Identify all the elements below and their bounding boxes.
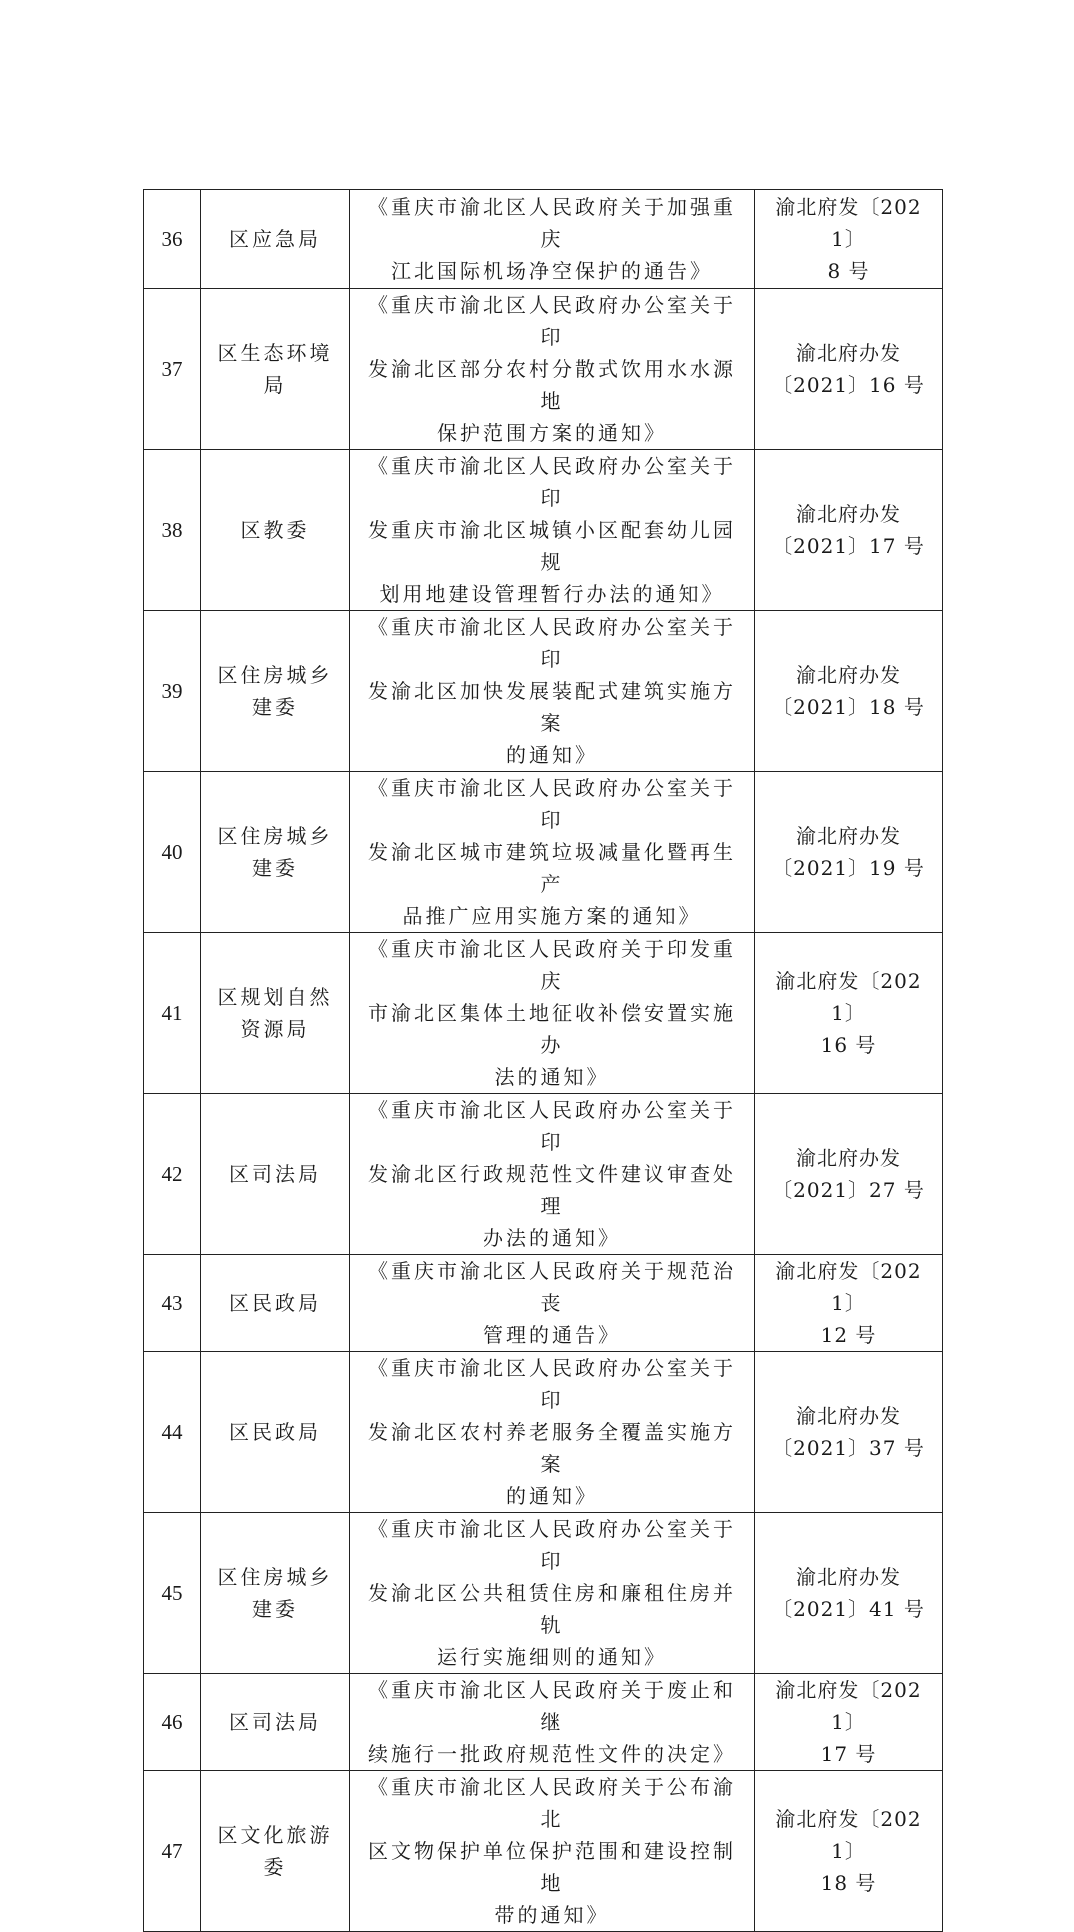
row-number: 43 <box>144 1255 201 1352</box>
row-number: 36 <box>144 190 201 289</box>
document-code-cell: 渝北府发〔2021〕 12 号 <box>755 1255 943 1352</box>
document-code-cell: 渝北府办发 〔2021〕18 号 <box>755 611 943 772</box>
department-cell: 区司法局 <box>201 1094 350 1255</box>
row-number: 40 <box>144 772 201 933</box>
document-title-cell: 《重庆市渝北区人民政府办公室关于印 发渝北区公共租赁住房和廉租住房并轨 运行实施细则的通知》 <box>350 1513 755 1674</box>
row-number: 38 <box>144 450 201 611</box>
document-title-cell: 《重庆市渝北区人民政府办公室关于印 发渝北区加快发展装配式建筑实施方案 的通知》 <box>350 611 755 772</box>
department-cell: 区司法局 <box>201 1674 350 1771</box>
document-title-cell: 《重庆市渝北区人民政府办公室关于印 发重庆市渝北区城镇小区配套幼儿园规 划用地建设管理暂行办法的通知》 <box>350 450 755 611</box>
row-number: 47 <box>144 1771 201 1932</box>
document-code-cell: 渝北府发〔2021〕 18 号 <box>755 1771 943 1932</box>
department-cell: 区文化旅游 委 <box>201 1771 350 1932</box>
row-number: 37 <box>144 289 201 450</box>
document-code-cell: 渝北府办发 〔2021〕17 号 <box>755 450 943 611</box>
table-row <box>144 611 943 772</box>
department-cell: 区应急局 <box>201 190 350 289</box>
department-cell: 区生态环境 局 <box>201 289 350 450</box>
department-cell: 区教委 <box>201 450 350 611</box>
table-row <box>144 190 943 289</box>
document-code-cell: 渝北府办发 〔2021〕37 号 <box>755 1352 943 1513</box>
row-number: 41 <box>144 933 201 1094</box>
document-code-cell: 渝北府办发 〔2021〕41 号 <box>755 1513 943 1674</box>
table-row <box>144 450 943 611</box>
table-body <box>144 190 943 1932</box>
document-code-cell: 渝北府办发 〔2021〕16 号 <box>755 289 943 450</box>
document-title-cell: 《重庆市渝北区人民政府办公室关于印 发渝北区行政规范性文件建议审查处理 办法的通知》 <box>350 1094 755 1255</box>
table-row <box>144 1255 943 1352</box>
row-number: 45 <box>144 1513 201 1674</box>
document-code-cell: 渝北府发〔2021〕 16 号 <box>755 933 943 1094</box>
row-number: 42 <box>144 1094 201 1255</box>
department-cell: 区民政局 <box>201 1255 350 1352</box>
document-title-cell: 《重庆市渝北区人民政府关于废止和继 续施行一批政府规范性文件的决定》 <box>350 1674 755 1771</box>
row-number: 39 <box>144 611 201 772</box>
table-row <box>144 1352 943 1513</box>
document-title-cell: 《重庆市渝北区人民政府关于印发重庆 市渝北区集体土地征收补偿安置实施办 法的通知》 <box>350 933 755 1094</box>
document-list-table <box>143 189 943 1932</box>
document-code-cell: 渝北府发〔2021〕 8 号 <box>755 190 943 289</box>
table-row <box>144 1513 943 1674</box>
document-title-cell: 《重庆市渝北区人民政府关于公布渝北 区文物保护单位保护范围和建设控制地 带的通知》 <box>350 1771 755 1932</box>
document-code-cell: 渝北府发〔2021〕 17 号 <box>755 1674 943 1771</box>
department-cell: 区规划自然 资源局 <box>201 933 350 1094</box>
table-row <box>144 1094 943 1255</box>
document-title-cell: 《重庆市渝北区人民政府关于加强重庆 江北国际机场净空保护的通告》 <box>350 190 755 289</box>
department-cell: 区民政局 <box>201 1352 350 1513</box>
row-number: 44 <box>144 1352 201 1513</box>
table-row <box>144 1674 943 1771</box>
department-cell: 区住房城乡 建委 <box>201 611 350 772</box>
row-number: 46 <box>144 1674 201 1771</box>
document-title-cell: 《重庆市渝北区人民政府办公室关于印 发渝北区农村养老服务全覆盖实施方案 的通知》 <box>350 1352 755 1513</box>
table-row <box>144 289 943 450</box>
document-title-cell: 《重庆市渝北区人民政府办公室关于印 发渝北区部分农村分散式饮用水水源地 保护范围方案的通知》 <box>350 289 755 450</box>
document-title-cell: 《重庆市渝北区人民政府关于规范治丧 管理的通告》 <box>350 1255 755 1352</box>
table-row <box>144 933 943 1094</box>
table-row <box>144 1771 943 1932</box>
department-cell: 区住房城乡 建委 <box>201 1513 350 1674</box>
document-title-cell: 《重庆市渝北区人民政府办公室关于印 发渝北区城市建筑垃圾减量化暨再生产 品推广应用实施方案的通知》 <box>350 772 755 933</box>
document-code-cell: 渝北府办发 〔2021〕27 号 <box>755 1094 943 1255</box>
document-code-cell: 渝北府办发 〔2021〕19 号 <box>755 772 943 933</box>
table-row <box>144 772 943 933</box>
department-cell: 区住房城乡 建委 <box>201 772 350 933</box>
